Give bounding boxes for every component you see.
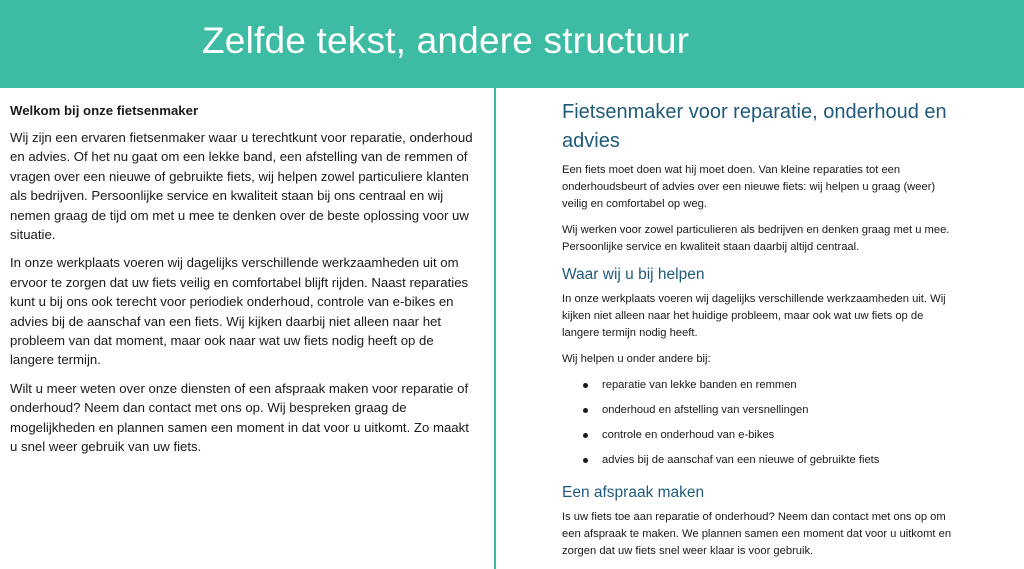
services-list <box>562 377 962 477</box>
title-banner <box>0 0 1024 88</box>
section-heading-help: Waar wij u bij helpen <box>562 266 705 283</box>
right-intro-1: Een fiets moet doen wat hij moet doen. Van kleine reparaties tot een onderhoudsbeurt of advies over een nieuwe fiets: wij helpen u graag (weer) veilig en comfortabel op weg. <box>562 164 936 210</box>
left-heading: Welkom bij onze fietsenmaker <box>10 103 199 118</box>
list-item-text: onderhoud en afstelling van versnellingen <box>602 404 809 416</box>
section-appointment-paragraph: Is uw fiets toe aan reparatie of onderhoud? Neem dan contact met ons op om een afspraak te maken. We plannen samen een moment dat voor u uitkomt en zorgen dat uw fiets snel weer klaar is voor gebruik. <box>562 511 952 557</box>
bullet-icon <box>583 458 588 463</box>
left-paragraph-3: Wilt u meer weten over onze diensten of een afspraak maken voor reparatie of onderhoud? Neem dan contact met ons op. Wij bespreken graag de mogelijkheden en plannen samen een moment in dat voor u uitkomt. Zo maakt u snel weer gebruik van uw fiets. <box>10 380 469 455</box>
left-column-original-text <box>10 101 474 466</box>
list-item-text: advies bij de aanschaf van een nieuwe of gebruikte fiets <box>602 454 880 466</box>
column-divider <box>494 88 496 569</box>
right-column-structured-text <box>562 98 962 569</box>
list-item <box>562 452 962 477</box>
list-item <box>562 427 962 452</box>
left-paragraph-2: In onze werkplaats voeren wij dagelijks verschillende werkzaamheden uit om ervoor te zorgen dat uw fiets veilig en comfortabel blijft rijden. Naast reparaties kunt u bij ons ook terecht voor periodiek onderhoud, controle van e-bikes en advies bij de aanschaf van een fiets. Wij kijken daarbij niet alleen naar het probleem van dat moment, maar ook naar wat uw fiets nodig heeft op de langere termijn. <box>10 255 469 368</box>
list-item-text: reparatie van lekke banden en remmen <box>602 379 797 391</box>
list-item <box>562 402 962 427</box>
section-help-paragraph-2: Wij helpen u onder andere bij: <box>562 353 711 365</box>
right-title: Fietsenmaker voor reparatie, onderhoud en advies <box>562 101 947 152</box>
section-help-paragraph-1: In onze werkplaats voeren wij dagelijks verschillende werkzaamheden uit. Wij kijken niet alleen naar het huidige probleem, maar ook wat uw fiets op de langere termijn nodig heeft. <box>562 293 946 339</box>
bullet-icon <box>583 408 588 413</box>
bullet-icon <box>583 383 588 388</box>
section-heading-appointment: Een afspraak maken <box>562 484 705 501</box>
list-item <box>562 377 962 402</box>
slide-title: Zelfde tekst, andere structuur <box>202 20 690 61</box>
bullet-icon <box>583 433 588 438</box>
right-intro-2: Wij werken voor zowel particulieren als bedrijven en denken graag met u mee. Persoonlijke service en kwaliteit staan daarbij altijd centraal. <box>562 224 950 253</box>
left-paragraph-1: Wij zijn een ervaren fietsenmaker waar u terechtkunt voor reparatie, onderhoud en advies. Of het nu gaat om een lekke band, een afstelling van de remmen of vragen over een nieuwe of gebruikte fiets, wij helpen zowel particuliere klanten als bedrijven. Persoonlijke service en kwaliteit staan bij ons centraal en wij nemen graag de tijd om met u mee te denken over de beste oplossing voor uw situatie. <box>10 130 473 243</box>
list-item-text: controle en onderhoud van e-bikes <box>602 429 775 441</box>
